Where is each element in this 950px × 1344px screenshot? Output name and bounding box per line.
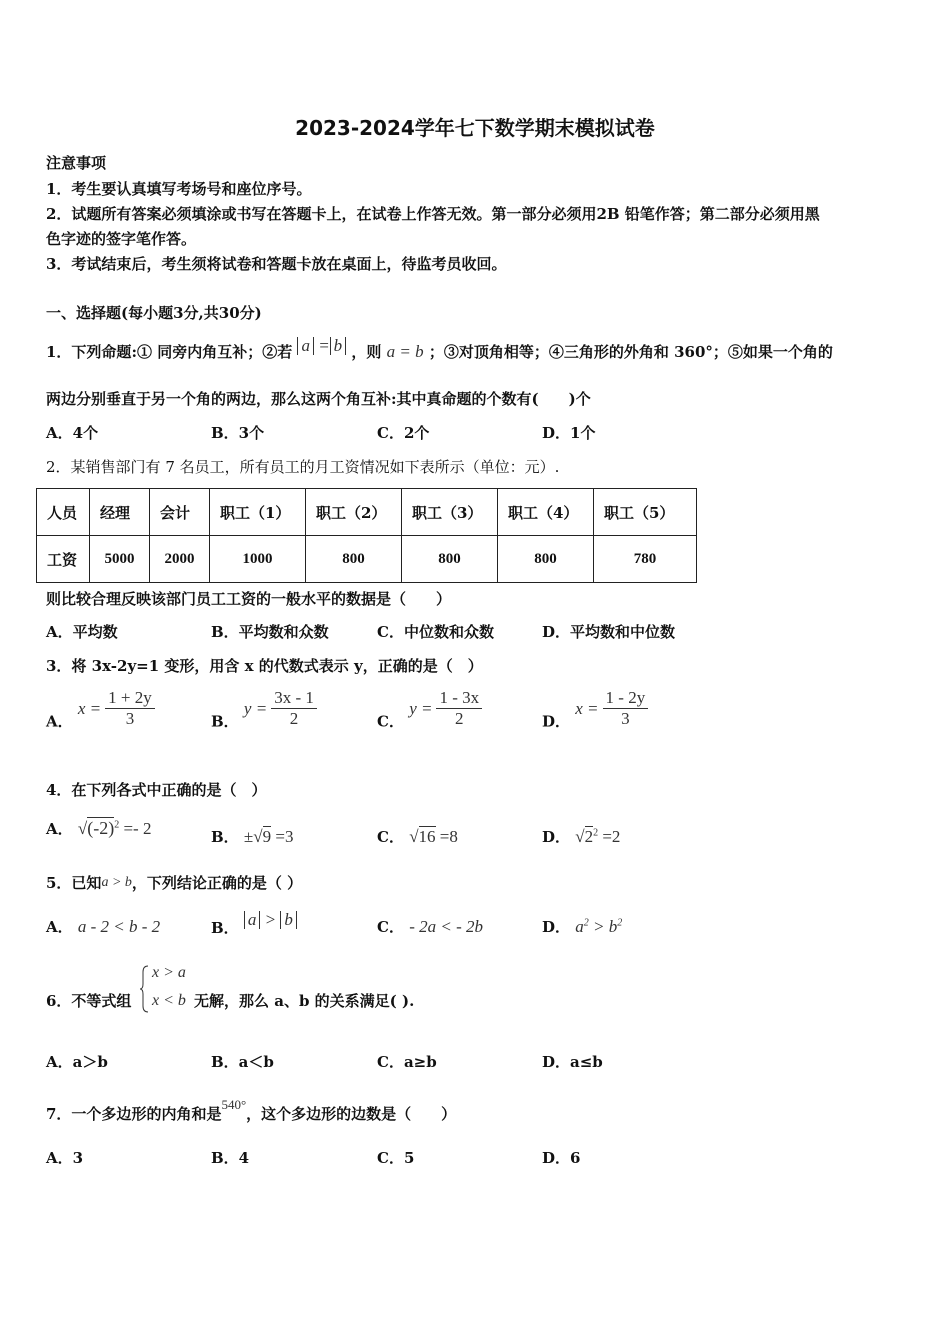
denominator: 3 — [621, 709, 630, 728]
table-cell: 职工（5） — [594, 489, 697, 536]
plus-minus: ± — [243, 827, 254, 846]
radicand: 2 — [584, 827, 594, 846]
table-row — [37, 536, 697, 583]
eq-lhs: y = — [243, 698, 268, 718]
option-math — [244, 910, 297, 929]
question-6-stem — [46, 990, 131, 1011]
eq-lhs: x = — [77, 698, 102, 718]
option-label: A． — [46, 712, 73, 731]
q7-angle: 540° — [221, 1097, 247, 1112]
table-cell: 1000 — [210, 536, 306, 583]
option-label: B． — [211, 712, 239, 731]
eq-lhs: y = — [409, 698, 433, 718]
q2-number: 2． — [46, 458, 71, 476]
table-cell: 职工（4） — [498, 489, 594, 536]
option-math — [575, 917, 622, 936]
option-math: a - 2 < b - 2 — [77, 917, 161, 936]
option-label: B． — [211, 919, 239, 937]
question-1-stem-line2: 两边分别垂直于另一个角的两边，那么这两个角互补:其中真命题的个数有( )个 — [46, 390, 591, 408]
abs-b: b — [330, 337, 347, 355]
q7-text: ，这个多边形的边数是（ ） — [246, 1105, 457, 1123]
option-label: D． — [542, 712, 571, 731]
q1-abs-expression — [297, 336, 346, 355]
fraction — [105, 688, 155, 729]
base-a: a — [575, 917, 584, 936]
q4-option-a[interactable] — [46, 818, 151, 839]
table-cell: 工资 — [37, 536, 90, 583]
fraction — [271, 688, 317, 729]
q6-option-d[interactable]: D．a≤b — [542, 1053, 603, 1071]
wage-table — [36, 488, 697, 583]
question-7-stem — [46, 1097, 456, 1124]
denominator: 2 — [455, 709, 464, 728]
sqrt-expression: ±√9 =3 — [243, 827, 294, 846]
notice-heading: 注意事项 — [46, 154, 107, 172]
table-cell: 职工（2） — [306, 489, 402, 536]
option-label: C． — [377, 918, 404, 936]
section-heading: 一、选择题(每小题3分,共30分) — [46, 304, 262, 322]
table-cell: 5000 — [90, 536, 150, 583]
eq-lhs: x = — [575, 698, 599, 718]
q2-option-b[interactable]: B．平均数和众数 — [211, 623, 329, 641]
option-label: A． — [46, 820, 73, 838]
numerator: 1 - 3x — [436, 688, 482, 709]
gt-sign: > — [264, 910, 277, 929]
q7-option-b[interactable]: B．4 — [211, 1149, 250, 1167]
radicand: 16 — [418, 827, 436, 846]
exponent: 2 — [583, 917, 589, 929]
q1-math: a = b — [386, 342, 424, 361]
eq-rhs: =2 — [602, 827, 621, 846]
table-cell: 800 — [498, 536, 594, 583]
option-label: B． — [211, 828, 239, 846]
question-6-stem-tail: 无解，那么 a、b 的关系满足( ). — [194, 992, 415, 1010]
q7-option-a[interactable]: A．3 — [46, 1149, 84, 1167]
q6-option-c[interactable]: C．a≥b — [377, 1053, 437, 1071]
eq-rhs: =8 — [439, 827, 458, 846]
table-cell: 经理 — [90, 489, 150, 536]
inequality-2: x < b — [152, 992, 186, 1009]
q1-option-d[interactable]: D．1个 — [542, 424, 596, 442]
q4-option-b[interactable] — [211, 826, 293, 847]
q2-option-c[interactable]: C．中位数和众数 — [377, 623, 494, 641]
option-label: A． — [46, 918, 73, 936]
table-cell: 800 — [402, 536, 498, 583]
q3-option-d[interactable] — [542, 688, 648, 732]
table-cell: 职工（3） — [402, 489, 498, 536]
q2-option-d[interactable]: D．平均数和中位数 — [542, 623, 676, 641]
table-cell: 780 — [594, 536, 697, 583]
numerator: 1 - 2y — [603, 688, 649, 709]
q2-text: 某销售部门有 7 名员工，所有员工的月工资情况如下表所示（单位：元）. — [70, 458, 560, 476]
question-5-stem — [46, 872, 302, 893]
q7-text: 7．一个多边形的内角和是 — [46, 1105, 222, 1123]
radicand: (-2) — [87, 818, 115, 838]
question-4-stem: 4．在下列各式中正确的是（ ） — [46, 781, 267, 799]
left-brace-icon — [140, 964, 150, 1014]
sqrt-expression: $√(-2)^2 =- 2$ — [77, 818, 152, 838]
q5-option-a[interactable] — [46, 916, 160, 937]
eq-rhs: =- 2 — [123, 819, 152, 838]
option-label: C． — [377, 712, 404, 731]
denominator: 3 — [125, 709, 135, 728]
q1-option-c[interactable]: C．2个 — [377, 424, 430, 442]
option-label: D． — [542, 918, 571, 936]
inequality-system — [140, 964, 194, 1016]
q3-option-a[interactable] — [46, 688, 155, 732]
abs-a: a — [297, 337, 314, 355]
q1-option-a[interactable]: A．4个 — [46, 424, 99, 442]
abs-a: a — [244, 911, 261, 929]
table-cell: 2000 — [150, 536, 210, 583]
notice-item: 色字迹的签字笔作答。 — [46, 230, 197, 248]
page-title: 2023-2024学年七下数学期末模拟试卷 — [295, 116, 655, 140]
q6-option-a[interactable]: A．a＞b — [46, 1053, 108, 1071]
q5-option-c[interactable] — [377, 916, 483, 937]
q5-option-b[interactable] — [211, 910, 297, 938]
notice-item: 3．考试结束后，考生须将试卷和答题卡放在桌面上，待监考员收回。 — [46, 255, 507, 273]
exponent: 2 — [593, 827, 599, 839]
exponent: 2 — [114, 819, 120, 831]
question-2-stem — [46, 456, 559, 477]
q1-text: ，则 — [351, 343, 382, 361]
eq-sign: = — [318, 336, 330, 355]
q3-option-b[interactable] — [211, 688, 317, 732]
inequality-1: x > a — [152, 964, 186, 981]
abs-b: b — [280, 911, 297, 929]
option-label: C． — [377, 828, 404, 846]
question-1-stem — [46, 336, 833, 362]
q5-text: ，下列结论正确的是（ ） — [131, 874, 303, 892]
q5-option-d[interactable] — [542, 916, 622, 937]
q4-option-c[interactable] — [377, 826, 458, 847]
q6-text: 6．不等式组 — [46, 992, 132, 1010]
sqrt-expression: $√2^2 =2$ — [575, 827, 621, 846]
exponent: 2 — [617, 917, 623, 929]
q7-option-d[interactable]: D．6 — [542, 1149, 581, 1167]
q1-option-b[interactable]: B．3个 — [211, 424, 265, 442]
table-cell: 人员 — [37, 489, 90, 536]
q4-option-d[interactable] — [542, 826, 620, 847]
table-cell: 800 — [306, 536, 402, 583]
sqrt-expression: √16 =8 — [409, 827, 458, 846]
option-math: - 2a < - 2b — [409, 917, 483, 936]
q6-option-b[interactable]: B．a＜b — [211, 1053, 274, 1071]
q1-text: ；③对顶角相等；④三角形的外角和 360°；⑤如果一个角的 — [428, 343, 833, 361]
fraction — [436, 688, 482, 729]
q5-condition: a > b — [101, 875, 132, 890]
gt-b: > b — [593, 917, 618, 936]
eq-rhs: =3 — [275, 827, 294, 846]
radicand: 9 — [262, 827, 272, 846]
numerator: 1 + 2y — [105, 688, 155, 709]
question-2-question: 则比较合理反映该部门员工工资的一般水平的数据是（ ） — [46, 590, 452, 608]
question-3-stem: 3．将 3x-2y=1 变形，用含 x 的代数式表示 y，正确的是（ ） — [46, 657, 483, 675]
option-label: D． — [542, 828, 571, 846]
notice-item: 2．试题所有答案必须填涂或书写在答题卡上，在试卷上作答无效。第一部分必须用2B 铅笔作答；第二部分必须用黑 — [46, 205, 820, 223]
notice-item: 1．考生要认真填写考场号和座位序号。 — [46, 180, 312, 198]
q1-text: 1．下列命题:① 同旁内角互补；②若 — [46, 343, 293, 361]
denominator: 2 — [289, 709, 299, 728]
q5-text: 5．已知 — [46, 874, 102, 892]
fraction — [603, 688, 649, 729]
q7-option-c[interactable]: C．5 — [377, 1149, 415, 1167]
table-cell: 职工（1） — [210, 489, 306, 536]
q3-option-c[interactable] — [377, 688, 482, 732]
q2-option-a[interactable]: A．平均数 — [46, 623, 118, 641]
table-cell: 会计 — [150, 489, 210, 536]
numerator: 3x - 1 — [271, 688, 317, 709]
table-row — [37, 489, 697, 536]
